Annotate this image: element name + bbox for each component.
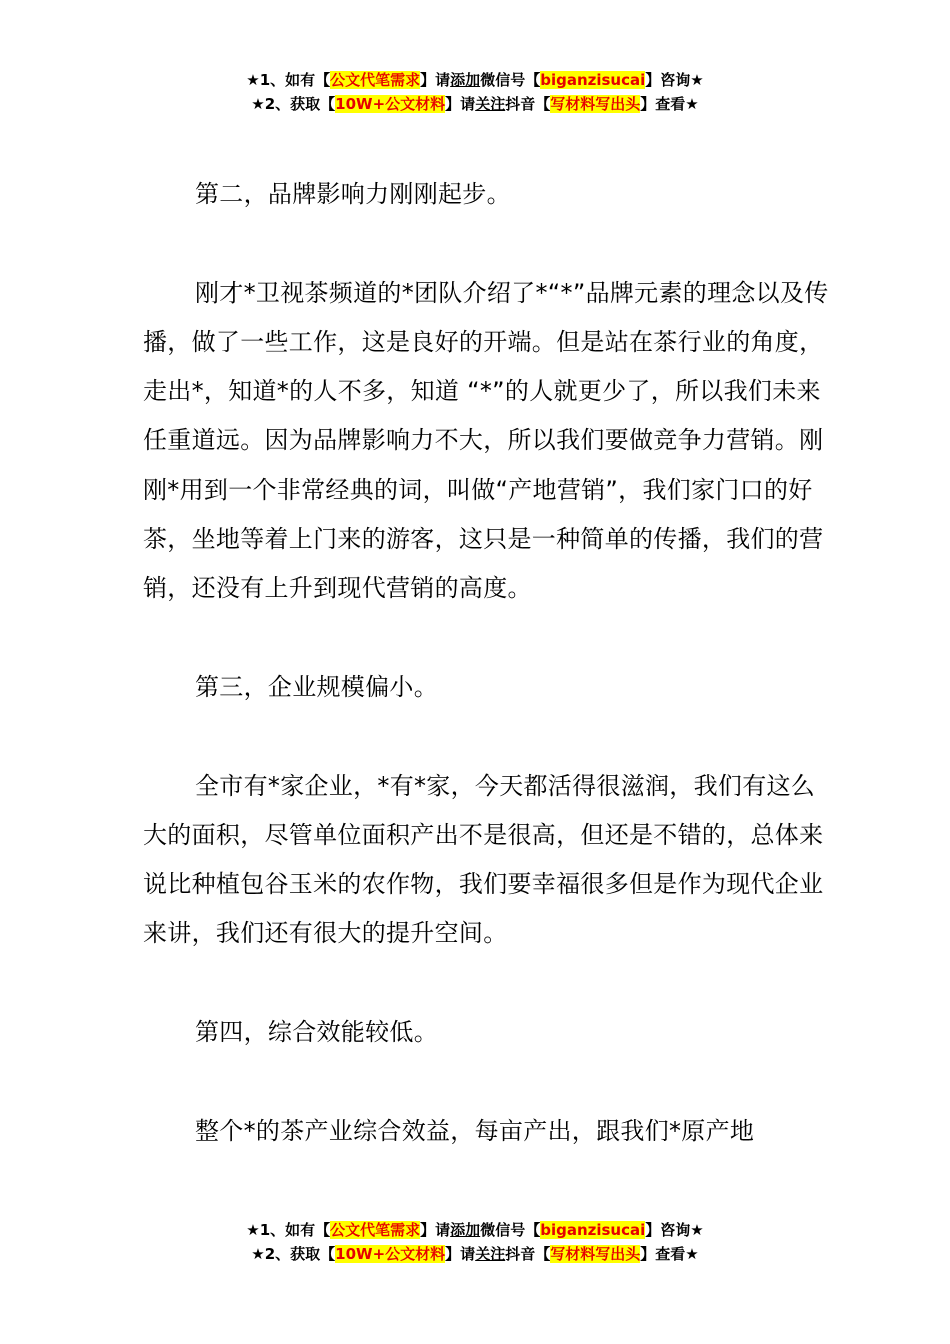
paragraph-efficiency: 整个*的茶产业综合效益，每亩产出，跟我们*原产地 [195,1116,755,1145]
banner-text: 微信号【 [480,71,541,89]
paragraph-enterprise: 全市有*家企业，*有*家，今天都活得很滋润，我们有这么大的面积，尽管单位面积产出不是很高，但还是不错的，总体来说比种植包谷玉米的农作物，我们要幸福很多但是作为现代企业来讲，我们还有很大的提升空间。 [143,771,824,948]
banner-text: 抖音【 [505,1245,551,1263]
banner-emphasis: 添加 [450,71,481,89]
star-icon: ★ [246,1221,260,1239]
highlight-service: 公文代笔需求 [330,1221,421,1239]
highlight-service: 公文代笔需求 [330,71,421,89]
banner-text: 】请 [420,71,451,89]
highlight-materials: 10W+公文材料 [335,1245,446,1263]
banner-text: 1、如有【 [259,1221,331,1239]
star-icon: ★ [690,1221,704,1239]
banner-emphasis: 添加 [450,1221,481,1239]
banner-text: 抖音【 [505,95,551,113]
star-icon: ★ [251,95,265,113]
banner-emphasis: 关注 [475,1245,506,1263]
paragraph-brand: 刚才*卫视茶频道的*团队介绍了*“*”品牌元素的理念以及传播，做了一些工作，这是良好的开端。但是站在茶行业的角度，走出*，知道*的人不多，知道 “*”的人就更少了，所以我们未来任重道远。因为品牌影响力不大，所以我们要做竞争力营销。刚刚*用到一个非常经典的词，叫做“产地营销”，我们家门口的好茶，坐地等着上门来的游客，这只是一种简单的传播，我们的营销，还没有上升到现代营销的高度。 [143,278,829,603]
banner-text: 】请 [445,1245,476,1263]
banner-line-2 [0,1242,950,1266]
section-heading-4: 第四，综合效能较低。 [195,1018,438,1047]
top-banner [0,68,950,116]
banner-text: 】请 [445,95,476,113]
banner-text: 】咨询 [645,71,691,89]
highlight-wechat-id: biganzisucai [540,71,646,89]
banner-text: 】查看 [640,95,686,113]
banner-emphasis: 关注 [475,95,506,113]
star-icon: ★ [251,1245,265,1263]
highlight-wechat-id: biganzisucai [540,1221,646,1239]
document-body [143,170,833,1156]
banner-text: 】查看 [640,1245,686,1263]
banner-text: 微信号【 [480,1221,541,1239]
section-heading-2: 第二，品牌影响力刚刚起步。 [195,180,511,208]
star-icon: ★ [685,1245,699,1263]
star-icon: ★ [685,95,699,113]
banner-text: 1、如有【 [259,71,331,89]
banner-line-1 [0,1218,950,1242]
banner-text: 2、获取【 [264,1245,336,1263]
highlight-douyin: 写材料写出头 [550,95,641,113]
highlight-materials: 10W+公文材料 [335,95,446,113]
banner-text: 2、获取【 [264,95,336,113]
banner-text: 】咨询 [645,1221,691,1239]
banner-text: 】请 [420,1221,451,1239]
banner-line-2 [0,92,950,116]
bottom-banner [0,1218,950,1266]
star-icon: ★ [246,71,260,89]
banner-line-1 [0,68,950,92]
section-heading-3: 第三，企业规模偏小。 [195,672,438,701]
star-icon: ★ [690,71,704,89]
highlight-douyin: 写材料写出头 [550,1245,641,1263]
